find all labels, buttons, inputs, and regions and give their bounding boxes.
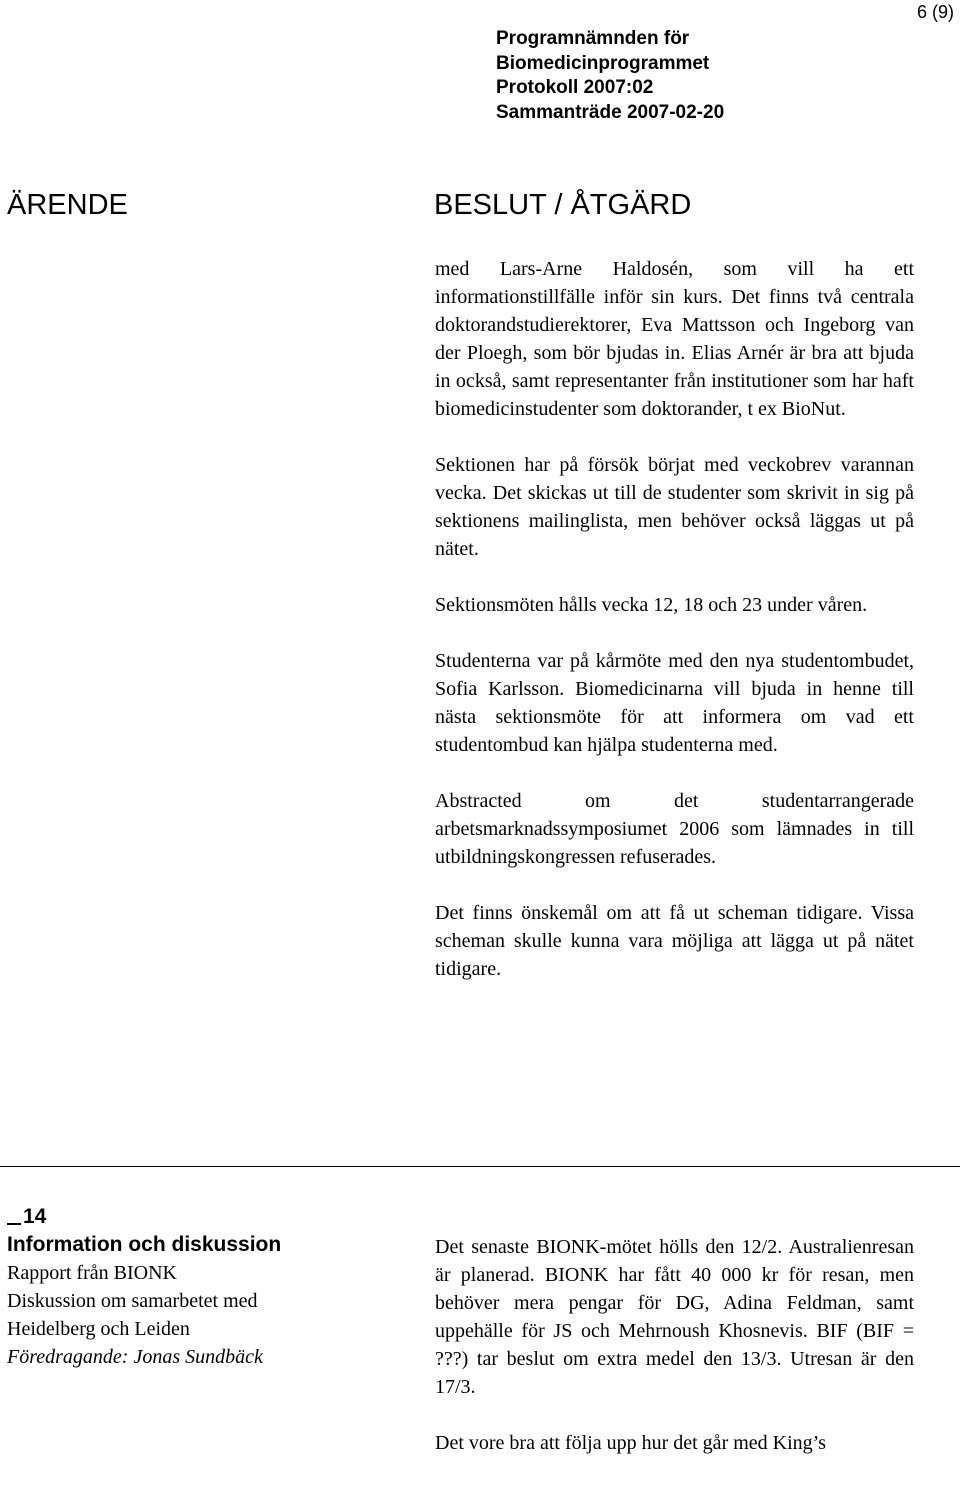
decision-paragraph: Det finns önskemål om att få ut scheman tidigare. Vissa scheman skulle kunna vara möjliga att lägga ut på nätet tidigare. [435, 902, 914, 980]
agenda-item-number-text: 14 [23, 1205, 47, 1228]
agenda-item-presenter: Föredragande: Jonas Sundbäck [7, 1346, 263, 1368]
decision-paragraph: med Lars-Arne Haldosén, som vill ha ett informationstillfälle inför sin kurs. Det finns två centrala doktorandstudierektorer, Eva Mattsson och Ingeborg van der Ploegh, som bör bjudas in. Elias Arnér är bra att bjuda in också, samt representanter från institutioner som har haft biomedicinstudenter som doktorander, t ex BioNut. [435, 258, 914, 420]
agenda-item [7, 1203, 417, 1371]
agenda-item-decisions [435, 1233, 914, 1485]
decision-paragraph: Sektionsmöten hålls vecka 12, 18 och 23 under våren. [435, 594, 868, 616]
decision-paragraph: Det vore bra att följa upp hur det går med King’s [435, 1432, 826, 1454]
agenda-item-subtopic: Heidelberg och Leiden [7, 1318, 190, 1340]
decision-paragraph: Det senaste BIONK-mötet hölls den 12/2. Australienresan är planerad. BIONK har fått 40 000 kr för resan, men behöver mera pengar för DG, Adina Feldman, samt uppehälle för JS och Mehrnoush Khosnevis. BIF (BIF = ???) tar beslut om extra medel den 13/3. Utresan är den 17/3. [435, 1236, 914, 1398]
agenda-item-title: Information och diskussion [7, 1233, 282, 1256]
document-header [496, 27, 724, 125]
decision-paragraph: Abstracted om det studentarrangerade arbetsmarknadssymposiumet 2006 som lämnades in till utbildningskongressen refuserades. [435, 790, 914, 868]
agenda-item-subtopic: Diskussion om samarbetet med [7, 1290, 258, 1312]
header-protocol: Protokoll 2007:02 [496, 77, 654, 98]
header-meeting-date: Sammanträde 2007-02-20 [496, 101, 725, 123]
decision-paragraphs [435, 255, 914, 1011]
agenda-item-number [7, 1203, 417, 1231]
agenda-item-subtopic: Rapport från BIONK [7, 1262, 177, 1284]
section-divider [0, 1166, 960, 1167]
column-header-decision: BESLUT / ÅTGÄRD [434, 189, 692, 221]
decision-paragraph: Studenterna var på kårmöte med den nya studentombudet, Sofia Karlsson. Biomedicinarna vill bjuda in henne till nästa sektionsmöte för att informera om vad ett studentombud kan hjälpa studenterna med. [435, 650, 914, 756]
header-committee: Programnämnden för [496, 28, 690, 49]
header-program: Biomedicinprogrammet [496, 52, 710, 74]
column-header-matter: ÄRENDE [7, 189, 128, 221]
decision-paragraph: Sektionen har på försök börjat med veckobrev varannan vecka. Det skickas ut till de studenter som skrivit in sig på sektionens mailinglista, men behöver också läggas ut på nätet. [435, 454, 914, 560]
paragraph-mark-icon [7, 1207, 21, 1225]
page-number: 6 (9) [916, 2, 954, 22]
